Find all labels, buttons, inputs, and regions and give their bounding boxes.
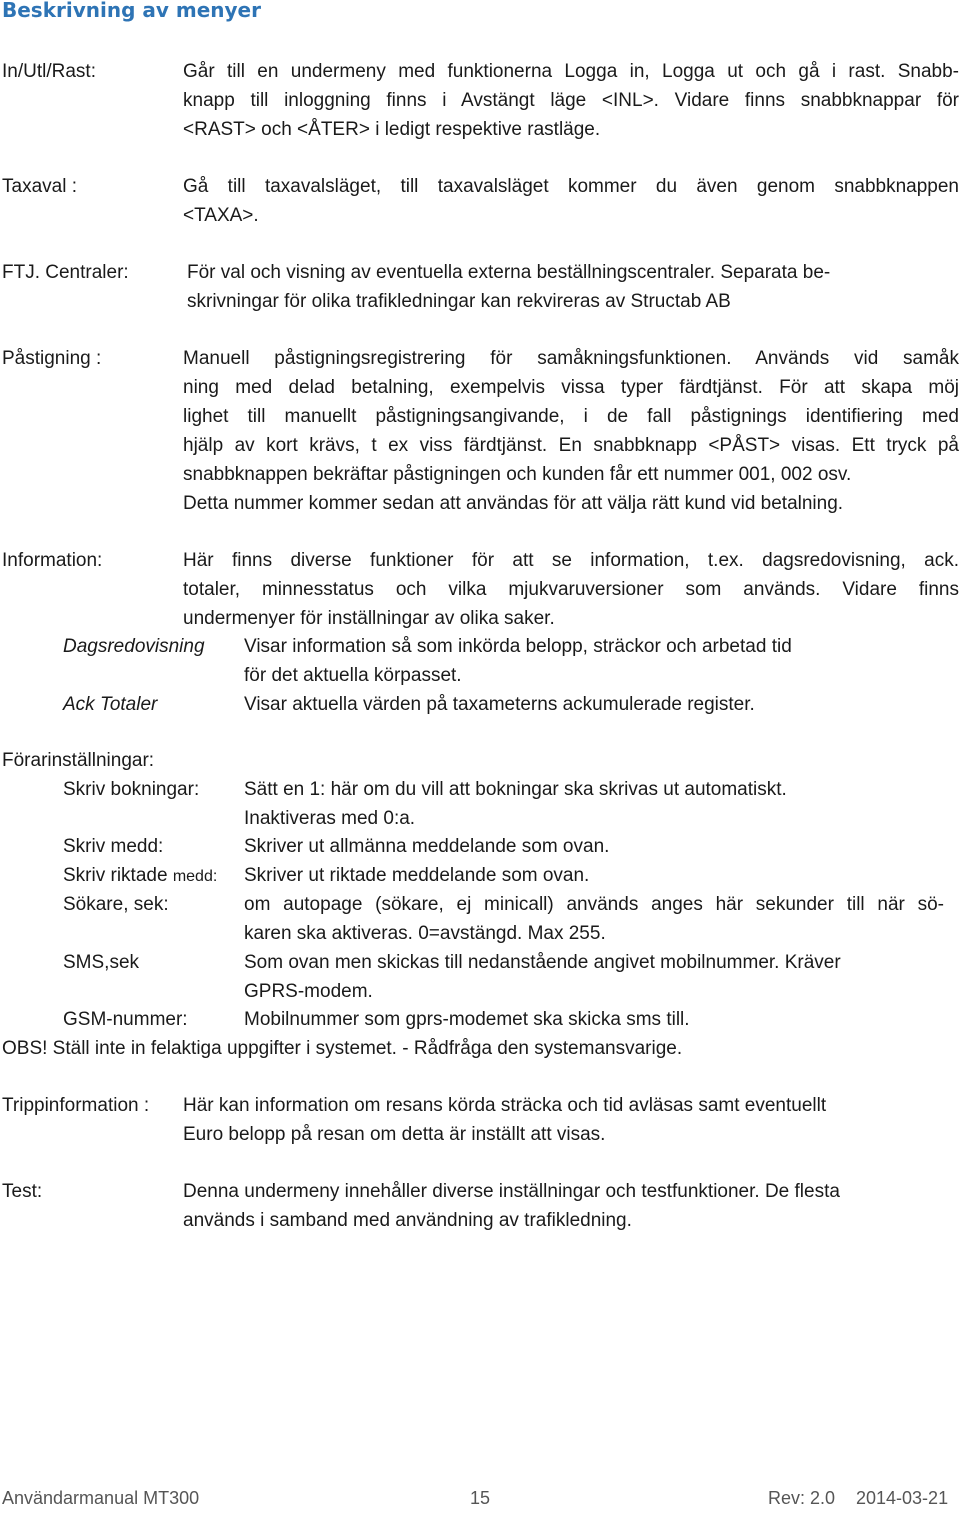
section-text-line: Gå till taxavalsläget, till taxavalsläget kommer du även genom snabbknappen (183, 176, 959, 197)
sub-label-part-small: medd: (172, 868, 218, 885)
section-text-line: Manuell påstigningsregistrering för samåkningsfunktionen. Används vid samåk (183, 348, 959, 369)
section-label-inutl: In/Utl/Rast: (2, 61, 96, 82)
section-text-line: <TAXA>. (183, 205, 259, 226)
sub-desc-line: Visar aktuella värden på taxameterns ackumulerade register. (244, 694, 755, 715)
sub-label-skriv-riktade-medd (63, 861, 217, 890)
sub-desc-line: Mobilnummer som gprs-modemet ska skicka sms till. (244, 1009, 690, 1030)
page-title: Beskrivning av menyer (2, 0, 261, 22)
footer-revision: Rev: 2.0 (768, 1488, 836, 1508)
section-text-line: För val och visning av eventuella externa beställningscentraler. Separata be- (187, 262, 831, 283)
sub-label-sms: SMS,sek (63, 952, 140, 973)
section-label-ftj: FTJ. Centraler: (2, 262, 129, 283)
obs-note: OBS! Ställ inte in felaktiga uppgifter i systemet. - Rådfråga den systemansvarige. (2, 1038, 683, 1059)
section-label-trip: Trippinformation : (2, 1095, 150, 1116)
sub-label-sokare: Sökare, sek: (63, 894, 169, 915)
section-text-line: <RAST> och <ÅTER> i ledigt respektive rastläge. (183, 119, 601, 140)
section-text-line: totaler, minnesstatus och vilka mjukvaruversioner som används. Vidare finns (183, 579, 959, 600)
section-text-line: används i samband med användning av trafikledning. (183, 1210, 632, 1231)
section-label-test: Test: (2, 1181, 43, 1202)
section-text-line: Här finns diverse funktioner för att se information, t.ex. dagsredovisning, ack. (183, 550, 959, 571)
sub-label-dagsredovisning: Dagsredovisning (63, 636, 205, 657)
section-text-line: knapp till inloggning finns i Avstängt läge <INL>. Vidare finns snabbknappar för (183, 90, 959, 111)
sub-desc-line: Visar information så som inkörda belopp, sträckor och arbetad tid (244, 636, 792, 657)
section-label-information: Information: (2, 550, 103, 571)
section-text-line: hjälp av kort krävs, t ex viss färdtjänst. En snabbknapp <PÅST> visas. Ett tryck på (183, 435, 959, 456)
sub-desc-line: karen ska aktiveras. 0=avstängd. Max 255. (244, 923, 606, 944)
sub-desc-line: Som ovan men skickas till nedanstående angivet mobilnummer. Kräver (244, 952, 841, 973)
section-text-line: lighet till manuellt påstigningsangivande, i de fall påstignings identifiering med (183, 406, 959, 427)
section-label-pastigning: Påstigning : (2, 348, 102, 369)
section-text-line: Denna undermeny innehåller diverse inställningar och testfunktioner. De flesta (183, 1181, 840, 1202)
sub-label-skriv-medd: Skriv medd: (63, 836, 164, 857)
footer-date: 2014-03-21 (856, 1488, 949, 1508)
section-text-line: ning med delad betalning, exempelvis vissa typer färdtjänst. För att skapa möj (183, 377, 959, 398)
sub-label-ack-totaler: Ack Totaler (63, 694, 158, 715)
sub-desc-line: Sätt en 1: här om du vill att bokningar ska skrivas ut automatiskt. (244, 779, 787, 800)
sub-desc-line: Skriver ut allmänna meddelande som ovan. (244, 836, 610, 857)
sub-desc-line: om autopage (sökare, ej minicall) används anges här sekunder till när sö- (244, 894, 944, 915)
section-text-line: undermenyer för inställningar av olika saker. (183, 608, 555, 629)
section-label-forar: Förarinställningar: (2, 750, 155, 771)
sub-label-gsm-nummer: GSM-nummer: (63, 1009, 188, 1030)
sub-label-part: Skriv riktade (63, 865, 173, 886)
sub-label-skriv-bokningar: Skriv bokningar: (63, 779, 200, 800)
footer-doc-name: Användarmanual MT300 (2, 1488, 200, 1508)
section-label-taxaval: Taxaval : (2, 176, 77, 197)
section-text-line: Euro belopp på resan om detta är inställt att visas. (183, 1124, 606, 1145)
section-text-line: Detta nummer kommer sedan att användas för att välja rätt kund vid betalning. (183, 493, 844, 514)
section-text-line: Här kan information om resans körda sträcka och tid avläsas samt eventuellt (183, 1095, 827, 1116)
sub-desc-line: Inaktiveras med 0:a. (244, 808, 416, 829)
sub-desc-line: GPRS-modem. (244, 981, 373, 1002)
sub-desc-line: för det aktuella körpasset. (244, 665, 462, 686)
section-text-line: Går till en undermeny med funktionerna Logga in, Logga ut och gå i rast. Snabb- (183, 61, 959, 82)
footer-page-number: 15 (470, 1488, 491, 1508)
sub-desc-line: Skriver ut riktade meddelande som ovan. (244, 865, 590, 886)
section-text-line: snabbknappen bekräftar påstigningen och kunden får ett nummer 001, 002 osv. (183, 464, 852, 485)
section-text-line: skrivningar för olika trafikledningar kan rekvireras av Structab AB (187, 291, 731, 312)
